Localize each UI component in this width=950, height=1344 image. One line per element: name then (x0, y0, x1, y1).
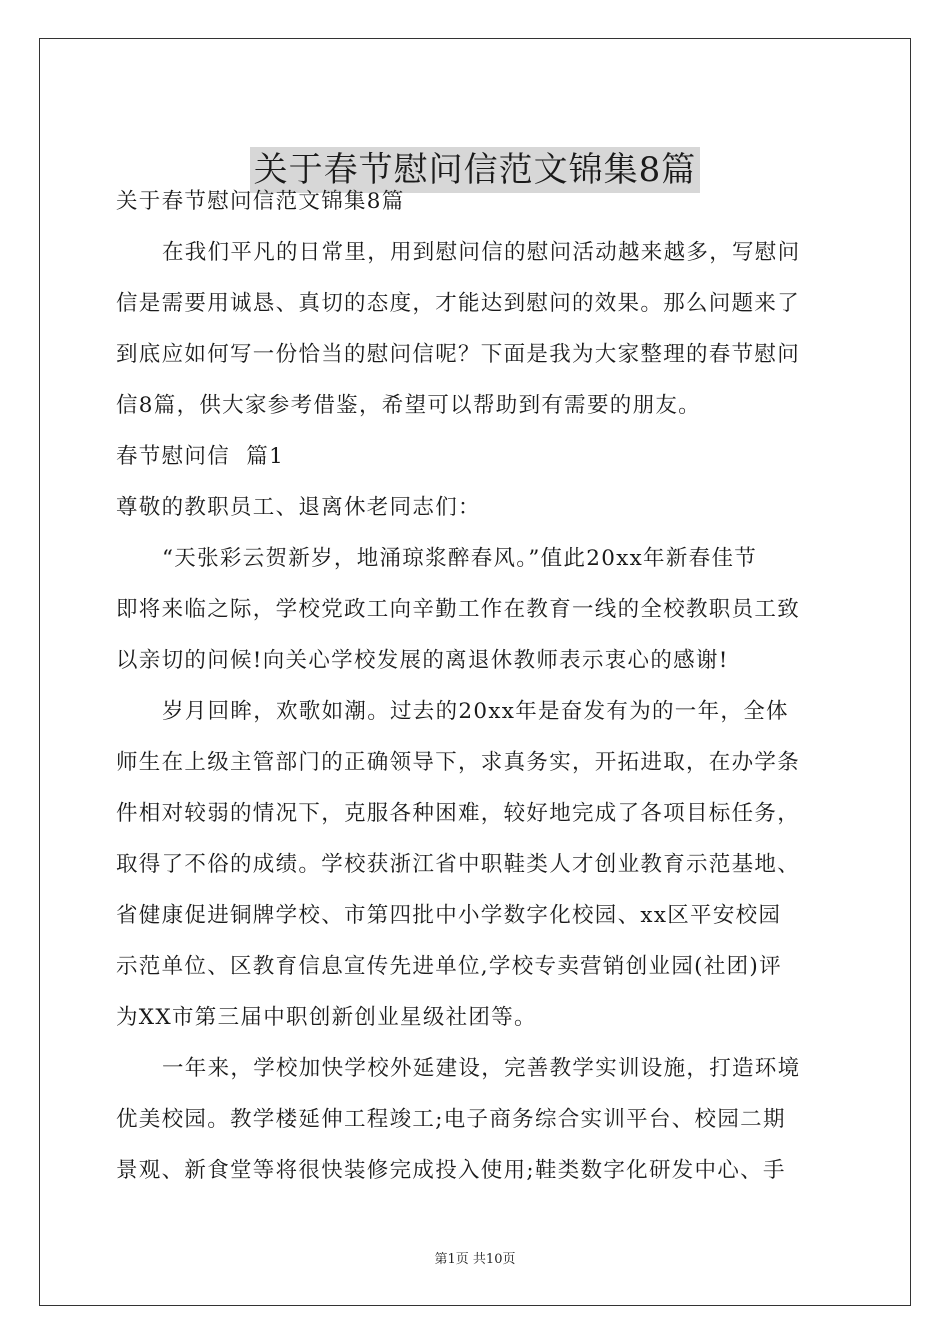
text-line: 到底应如何写一份恰当的慰问信呢？下面是我为大家整理的春节慰问 (116, 342, 801, 367)
text-line: 件相对较弱的情况下，克服各种困难，较好地完成了各项目标任务， (116, 801, 801, 826)
text-line: 景观、新食堂等将很快装修完成投入使用;鞋类数字化研发中心、手 (116, 1158, 786, 1183)
text-line: 信8篇，供大家参考借鉴，希望可以帮助到有需要的朋友。 (116, 393, 701, 418)
text-line: 春节慰问信 篇1 (116, 444, 285, 469)
text-line: 示范单位、区教育信息宣传先进单位,学校专卖营销创业园(社团)评 (116, 954, 782, 979)
text-line: 师生在上级主管部门的正确领导下，求真务实，开拓进取，在办学条 (116, 750, 801, 775)
text-line: 取得了不俗的成绩。学校获浙江省中职鞋类人才创业教育示范基地、 (116, 852, 801, 877)
text-line: 关于春节慰问信范文锦集8篇 (116, 189, 405, 214)
text-line: 一年来，学校加快学校外延建设，完善教学实训设施，打造环境 (162, 1056, 801, 1081)
text-line: 信是需要用诚恳、真切的态度，才能达到慰问的效果。那么问题来了 (116, 291, 801, 316)
document-title: 关于春节慰问信范文锦集8篇 (250, 147, 701, 193)
text-line: 岁月回眸，欢歌如潮。过去的20xx年是奋发有为的一年，全体 (162, 699, 789, 724)
text-line: 优美校园。教学楼延伸工程竣工;电子商务综合实训平台、校园二期 (116, 1107, 786, 1132)
text-line: “天张彩云贺新岁，地涌琼浆醉春风。”值此20xx年新春佳节 (162, 546, 758, 571)
text-line: 尊敬的教职员工、退离休老同志们： (116, 495, 481, 520)
text-line: 即将来临之际，学校党政工向辛勤工作在教育一线的全校教职员工致 (116, 597, 801, 622)
document-body (116, 176, 836, 1196)
text-line: 以亲切的问候!向关心学校发展的离退休教师表示衷心的感谢! (116, 648, 729, 673)
text-line: 省健康促进铜牌学校、市第四批中小学数字化校园、xx区平安校园 (116, 903, 782, 928)
page-footer: 第1页 共10页 (434, 1252, 516, 1267)
text-line: 为XX市第三届中职创新创业星级社团等。 (116, 1005, 537, 1030)
text-line: 在我们平凡的日常里，用到慰问信的慰问活动越来越多，写慰问 (162, 240, 801, 265)
